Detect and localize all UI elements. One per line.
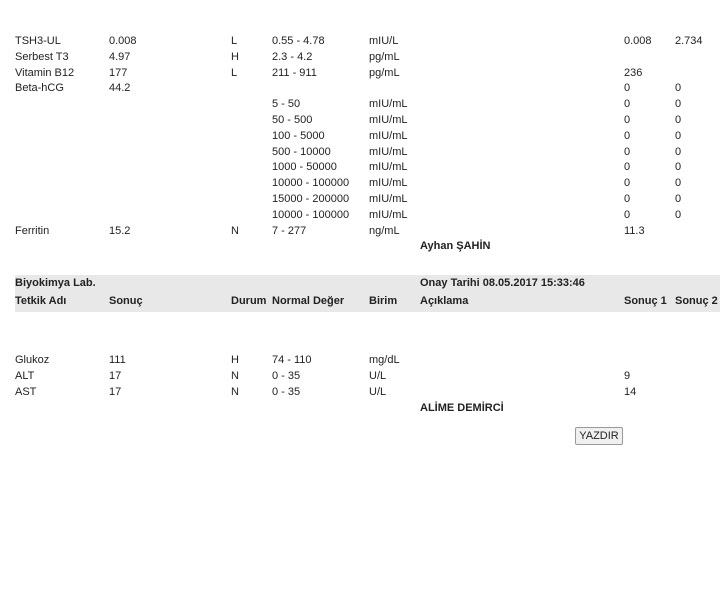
result-2-cell: 2.734 xyxy=(675,35,703,47)
result-1-cell: 0 xyxy=(624,208,631,221)
unit-cell: ng/mL xyxy=(369,224,400,237)
unit-cell: pg/mL xyxy=(369,66,400,79)
result-1-cell: 0 xyxy=(624,145,631,158)
header-test-name: Tetkik Adı xyxy=(15,295,67,307)
unit-cell: U/L xyxy=(369,386,387,398)
header-unit: Birim xyxy=(369,295,398,307)
unit-cell: mIU/mL xyxy=(369,114,408,126)
result-2-cell: 0 xyxy=(675,145,682,158)
normal-range-cell: 5 - 50 xyxy=(272,98,301,111)
approval-date: Onay Tarihi 08.05.2017 15:33:46 xyxy=(420,277,585,289)
biochem-approver-name: ALİME DEMİRCİ xyxy=(420,402,504,414)
test-name-cell: AST xyxy=(15,386,37,398)
lab-name: Biyokimya Lab. xyxy=(15,277,96,289)
result-1-cell: 14 xyxy=(624,386,637,398)
normal-range-cell: 0.55 - 4.78 xyxy=(272,35,325,47)
result-1-cell: 236 xyxy=(624,66,643,79)
result-cell: 44.2 xyxy=(109,82,131,95)
result-1-cell: 0 xyxy=(624,177,631,190)
unit-cell: mIU/mL xyxy=(369,145,408,158)
status-cell: L xyxy=(231,35,238,47)
normal-range-cell: 0 - 35 xyxy=(272,370,301,382)
normal-range-cell: 100 - 5000 xyxy=(272,129,325,142)
table-row xyxy=(0,144,720,160)
header-result-2: Sonuç 2 xyxy=(675,295,718,307)
normal-range-cell: 500 - 10000 xyxy=(272,145,331,158)
normal-range-cell: 2.3 - 4.2 xyxy=(272,50,313,63)
table-row xyxy=(0,33,720,49)
test-name-cell: Glukoz xyxy=(15,354,50,366)
table-row xyxy=(0,191,720,207)
header-normal-range: Normal Değer xyxy=(272,295,345,307)
status-cell: H xyxy=(231,50,239,63)
unit-cell: mIU/L xyxy=(369,35,399,47)
header-note: Açıklama xyxy=(420,295,469,307)
result-2-cell: 0 xyxy=(675,129,682,142)
result-1-cell: 0 xyxy=(624,82,631,95)
test-name-cell: ALT xyxy=(15,370,35,382)
normal-range-cell: 0 - 35 xyxy=(272,386,301,398)
table-row xyxy=(0,352,720,368)
result-2-cell: 0 xyxy=(675,82,682,95)
table-row xyxy=(0,175,720,191)
table-row xyxy=(0,49,720,65)
unit-cell: pg/mL xyxy=(369,50,400,63)
normal-range-cell: 15000 - 200000 xyxy=(272,193,350,205)
unit-cell: mIU/mL xyxy=(369,98,408,111)
test-name-cell: Serbest T3 xyxy=(15,50,69,63)
result-2-cell: 0 xyxy=(675,114,682,126)
test-name-cell: Vitamin B12 xyxy=(15,66,75,79)
table-row xyxy=(0,80,720,96)
unit-cell: mg/dL xyxy=(369,354,400,366)
table-row xyxy=(0,112,720,128)
table-row xyxy=(0,65,720,81)
unit-cell: mIU/mL xyxy=(369,193,408,205)
biochem-lab-row xyxy=(0,275,720,291)
result-cell: 17 xyxy=(109,386,122,398)
result-1-cell: 0 xyxy=(624,193,631,205)
test-name-cell: Beta-hCG xyxy=(15,82,64,95)
result-1-cell: 0 xyxy=(624,129,631,142)
normal-range-cell: 211 - 911 xyxy=(272,66,317,79)
result-1-cell: 11.3 xyxy=(624,224,645,237)
result-1-cell: 0 xyxy=(624,114,631,126)
unit-cell: mIU/mL xyxy=(369,177,408,190)
table-row xyxy=(0,128,720,144)
unit-cell: mIU/mL xyxy=(369,129,408,142)
normal-range-cell: 7 - 277 xyxy=(272,224,307,237)
status-cell: N xyxy=(231,370,239,382)
unit-cell: U/L xyxy=(369,370,387,382)
status-cell: L xyxy=(231,66,238,79)
result-2-cell: 0 xyxy=(675,193,682,205)
normal-range-cell: 74 - 110 xyxy=(272,354,312,366)
table-row xyxy=(0,368,720,384)
result-cell: 111 xyxy=(109,354,126,366)
result-cell: 0.008 xyxy=(109,35,137,47)
unit-cell: mIU/mL xyxy=(369,161,408,174)
normal-range-cell: 1000 - 50000 xyxy=(272,161,337,174)
result-cell: 4.97 xyxy=(109,50,131,63)
test-name-cell: Ferritin xyxy=(15,224,50,237)
status-cell: H xyxy=(231,354,239,366)
normal-range-cell: 50 - 500 xyxy=(272,114,313,126)
table-row xyxy=(0,223,720,239)
biochem-column-headers xyxy=(0,293,720,309)
table-row xyxy=(0,384,720,400)
result-2-cell: 0 xyxy=(675,161,682,174)
normal-range-cell: 10000 - 100000 xyxy=(272,177,350,190)
result-cell: 177 xyxy=(109,66,128,79)
header-result-1: Sonuç 1 xyxy=(624,295,667,307)
result-cell: 15.2 xyxy=(109,224,131,237)
table-row xyxy=(0,159,720,175)
table-row xyxy=(0,96,720,112)
result-1-cell: 0 xyxy=(624,161,631,174)
header-status: Durum xyxy=(231,295,267,307)
result-cell: 17 xyxy=(109,370,122,382)
status-cell: N xyxy=(231,224,239,237)
table-row xyxy=(0,207,720,223)
print-button[interactable]: YAZDIR xyxy=(575,427,623,445)
result-2-cell: 0 xyxy=(675,177,682,190)
status-cell: N xyxy=(231,386,239,398)
result-2-cell: 0 xyxy=(675,98,682,111)
header-result: Sonuç xyxy=(109,295,143,307)
result-1-cell: 9 xyxy=(624,370,631,382)
unit-cell: mIU/mL xyxy=(369,208,408,221)
hormone-approver-name: Ayhan ŞAHİN xyxy=(420,240,491,252)
test-name-cell: TSH3-UL xyxy=(15,35,61,47)
result-2-cell: 0 xyxy=(675,208,682,221)
result-1-cell: 0 xyxy=(624,98,631,111)
result-1-cell: 0.008 xyxy=(624,35,652,47)
normal-range-cell: 10000 - 100000 xyxy=(272,208,350,221)
